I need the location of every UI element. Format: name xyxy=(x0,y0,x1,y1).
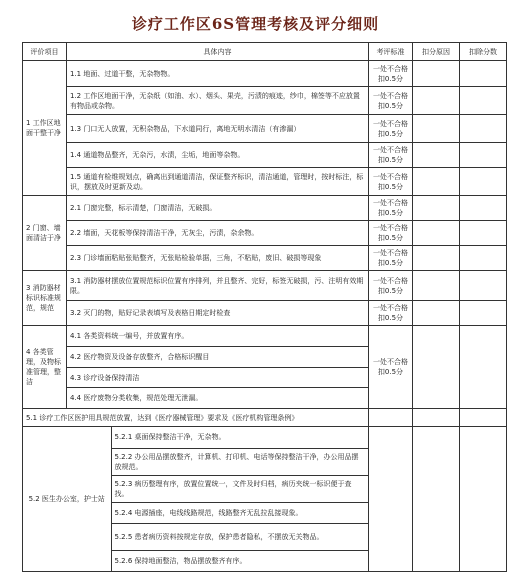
section-5-subtable-cell xyxy=(23,427,369,572)
standard-1-4: 一处不合格扣0.5分 xyxy=(369,143,413,168)
standard-4: 一处不合格扣0.5分 xyxy=(369,326,413,409)
item-3-1: 3.1 消防器材摆放位置规范标识位置有序排列，并且整齐、完好，标签无破损，污、注明有效期限。 xyxy=(67,271,369,301)
item-2-1: 2.1 门窗完整，标示清楚，门窗清洁，无破损。 xyxy=(67,196,369,221)
section-3-label: 3 消防器材标识标准规范，规范 xyxy=(23,271,67,326)
item-5-2-2: 5.2.2 办公用品摆放整齐，计算机、打印机、电话等保持整洁干净，办公用品摆放规范。 xyxy=(111,448,368,475)
item-4-1: 4.1 各类资料统一编号，并放置有序。 xyxy=(67,326,369,347)
table-row xyxy=(23,221,507,246)
item-3-2: 3.2 灭门的物，贴好记录表填写及表格日期定时检查 xyxy=(67,301,369,326)
deduction-reason-cell[interactable] xyxy=(413,115,460,143)
deduction-reason-cell[interactable] xyxy=(413,143,460,168)
table-row xyxy=(23,87,507,115)
section-5-label: 5.2 医生办公室，护士站 xyxy=(23,427,111,571)
deduction-score-cell[interactable] xyxy=(460,221,507,246)
standard-3-2: 一处不合格扣0.5分 xyxy=(369,301,413,326)
table-row xyxy=(23,409,507,427)
table-row xyxy=(23,115,507,143)
deduction-reason-cell[interactable] xyxy=(413,87,460,115)
section-4-label: 4 各类管理，及物标准管理，整洁 xyxy=(23,326,67,409)
item-5-2-4: 5.2.4 电源插座，电线线路规范，线路整齐无乱拉乱接现象。 xyxy=(111,502,368,523)
deduction-score-cell[interactable] xyxy=(460,271,507,301)
deduction-reason-cell[interactable] xyxy=(413,409,460,427)
deduction-score-cell[interactable] xyxy=(460,87,507,115)
deduction-reason-cell[interactable] xyxy=(413,301,460,326)
deduction-score-cell[interactable] xyxy=(460,326,507,409)
item-2-2: 2.2 墙面，天花板等保持清洁干净，无灰尘，污渍，杂余物。 xyxy=(67,221,369,246)
deduction-score-cell[interactable] xyxy=(460,143,507,168)
item-1-1: 1.1 地面、过道干整，无杂物物。 xyxy=(67,61,369,87)
header-standard: 考评标准 xyxy=(369,43,413,61)
deduction-score-cell[interactable] xyxy=(460,246,507,271)
item-1-3: 1.3 门口无人放置，无积杂物品，下水道同行，离地无明水清洁（有渗漏） xyxy=(67,115,369,143)
standard-1-2: 一处不合格扣0.5分 xyxy=(369,87,413,115)
table-row xyxy=(23,271,507,301)
header-content: 具体内容 xyxy=(67,43,369,61)
header-row xyxy=(23,43,507,61)
standard-1-5: 一处不合格扣0.5分 xyxy=(369,168,413,196)
item-5-2-1: 5.2.1 桌面保持整洁干净，无杂物。 xyxy=(111,427,368,448)
deduction-reason-cell[interactable] xyxy=(413,168,460,196)
rules-table-frame xyxy=(22,42,506,565)
page-title: 诊疗工作区6S管理考核及评分细则 xyxy=(131,15,380,33)
deduction-reason-cell[interactable] xyxy=(413,246,460,271)
deduction-reason-cell[interactable] xyxy=(413,427,460,572)
section-2-label: 2 门窗、墙面清洁于净 xyxy=(23,196,67,271)
deduction-reason-cell[interactable] xyxy=(413,326,460,409)
deduction-score-cell[interactable] xyxy=(460,168,507,196)
table-row xyxy=(23,427,368,448)
deduction-score-cell[interactable] xyxy=(460,409,507,427)
item-4-3: 4.3 诊疗设备保持清洁 xyxy=(67,368,369,388)
section-5-intro: 5.1 诊疗工作区医护用具规范放置，达到《医疗器械管理》要求及《医疗机构管理条例》 xyxy=(23,409,369,427)
item-5-2-6: 5.2.6 保持地面整洁，物品摆放整齐有序。 xyxy=(114,556,247,565)
table-row xyxy=(23,196,507,221)
table-row xyxy=(23,168,507,196)
item-1-4: 1.4 通道物品整齐，无杂污，水渍，尘垢，地面等杂物。 xyxy=(67,143,369,168)
standard-3-1: 一处不合格扣0.5分 xyxy=(369,271,413,301)
deduction-score-cell[interactable] xyxy=(460,115,507,143)
header-project: 评价项目 xyxy=(23,43,67,61)
item-1-5: 1.5 通道有检维规划点，确离出到通道清洁，保证整齐标识，清洁通道，管理时，按时标注，标识，摆放及时更新及动。 xyxy=(67,168,369,196)
header-deduction-reason: 扣分原因 xyxy=(413,43,460,61)
table-row xyxy=(23,246,507,271)
deduction-score-cell[interactable] xyxy=(460,301,507,326)
standard-2-1: 一处不合格扣0.5分 xyxy=(369,196,413,221)
header-deduction-score: 扣除分数 xyxy=(460,43,507,61)
item-5-2-5: 5.2.5 患者病历资料按规定存放，保护患者隐私，不摆放无关物品。 xyxy=(111,523,368,550)
deduction-reason-cell[interactable] xyxy=(413,221,460,246)
deduction-reason-cell[interactable] xyxy=(413,61,460,87)
standard-1-3: 一处不合格扣0.5分 xyxy=(369,115,413,143)
deduction-reason-cell[interactable] xyxy=(413,196,460,221)
item-4-2: 4.2 医疗物资及设备存放整齐，合格标识醒目 xyxy=(67,347,369,368)
table-row xyxy=(23,427,507,572)
section-1-label: 1 工作区地面干整干净 xyxy=(23,61,67,196)
standard-2-2: 一处不合格扣0.5分 xyxy=(369,221,413,246)
section-5-subtable xyxy=(23,427,368,571)
rules-table xyxy=(22,42,507,572)
deduction-score-cell[interactable] xyxy=(460,427,507,572)
deduction-score-cell[interactable] xyxy=(460,61,507,87)
deduction-score-cell[interactable] xyxy=(460,196,507,221)
table-row xyxy=(23,61,507,87)
item-2-3: 2.3 门诊墙面粘贴张贴整齐，无张贴检验单据，三角，不粘贴，废旧、破损等现象 xyxy=(67,246,369,271)
item-1-2: 1.2 工作区地面干净，无杂纸（如油、水）、烟头、果壳，污渍的痕迹，纱巾，棉签等不应放置有物品或杂物。 xyxy=(67,87,369,115)
table-row xyxy=(23,301,507,326)
standard-2-3: 一处不合格扣0.5分 xyxy=(369,246,413,271)
deduction-reason-cell[interactable] xyxy=(413,271,460,301)
item-4-4: 4.4 医疗废物分类收集，规范处理无泄漏。 xyxy=(67,388,369,409)
table-row xyxy=(23,326,507,347)
standard-1-1: 一处不合格扣0.5分 xyxy=(369,61,413,87)
item-5-2-3: 5.2.3 病历整理有序，放置位置统一，文件及时归档，病历夹统一标识便于查找。 xyxy=(111,475,368,502)
table-row xyxy=(23,143,507,168)
